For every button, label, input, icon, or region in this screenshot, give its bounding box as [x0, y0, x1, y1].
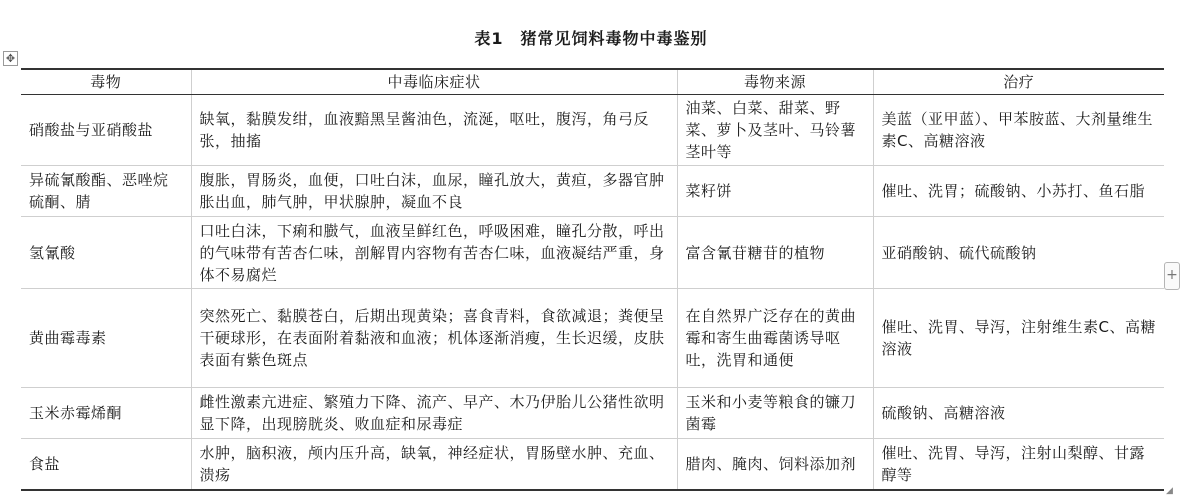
table-row: [21, 439, 1164, 491]
header-symptoms: 中毒临床症状: [191, 69, 677, 95]
cell-symptoms: 腹胀，胃肠炎，血便，口吐白沫，血尿，瞳孔放大，黄疸，多器官肿胀出血，肺气肿，甲状腺肿，凝血不良: [191, 166, 677, 217]
cell-symptoms: 口吐白沫，下痢和臌气，血液呈鲜红色，呼吸困难，瞳孔分散，呼出的气味带有苦杏仁味，剖解胃内容物有苦杏仁味，血液凝结严重，身体不易腐烂: [191, 217, 677, 289]
cell-poison: 硝酸盐与亚硝酸盐: [21, 95, 191, 166]
table-row: [21, 388, 1164, 439]
table-row: [21, 217, 1164, 289]
add-column-icon[interactable]: +: [1164, 262, 1180, 290]
table-row: [21, 166, 1164, 217]
table-title: 表1 猪常见饲料毒物中毒鉴别: [474, 29, 708, 48]
cell-treatment: 亚硝酸钠、硫代硫酸钠: [873, 217, 1164, 289]
table-resize-handle-icon[interactable]: ◢: [1166, 486, 1173, 496]
cell-treatment: 催吐、洗胃、导泻，注射维生素C、高糖溶液: [873, 289, 1164, 388]
table-row: [21, 289, 1164, 388]
cell-symptoms: 突然死亡、黏膜苍白，后期出现黄染；喜食青料，食欲减退；粪便呈干硬球形，在表面附着黏液和血液；机体逐渐消瘦，生长迟缓，皮肤表面有紫色斑点: [191, 289, 677, 388]
cell-symptoms: 雌性激素亢进症、繁殖力下降、流产、早产、木乃伊胎儿公猪性欲明显下降，出现膀胱炎、败血症和尿毒症: [191, 388, 677, 439]
cell-poison: 食盐: [21, 439, 191, 491]
cell-source: 玉米和小麦等粮食的镰刀菌霉: [677, 388, 873, 439]
table-row: [21, 95, 1164, 166]
table-header-row: [21, 69, 1164, 95]
cell-treatment: 催吐、洗胃、导泻，注射山梨醇、甘露醇等: [873, 439, 1164, 491]
cell-poison: 异硫氰酸酯、恶唑烷硫酮、腈: [21, 166, 191, 217]
cell-source: 富含氰苷糖苷的植物: [677, 217, 873, 289]
cell-treatment: 美蓝（亚甲蓝）、甲苯胺蓝、大剂量维生素C、高糖溶液: [873, 95, 1164, 166]
cell-source: 在自然界广泛存在的黄曲霉和寄生曲霉菌诱导呕吐，洗胃和通便: [677, 289, 873, 388]
table-move-handle-icon[interactable]: ✥: [3, 51, 18, 66]
header-source: 毒物来源: [677, 69, 873, 95]
cell-symptoms: 缺氧，黏膜发绀，血液黯黑呈酱油色，流涎，呕吐，腹泻，角弓反张，抽搐: [191, 95, 677, 166]
cell-symptoms: 水肿，脑积液，颅内压升高，缺氧，神经症状，胃肠壁水肿、充血、溃疡: [191, 439, 677, 491]
cell-source: 油菜、白菜、甜菜、野菜、萝卜及茎叶、马铃薯茎叶等: [677, 95, 873, 166]
cell-treatment: 硫酸钠、高糖溶液: [873, 388, 1164, 439]
cell-treatment: 催吐、洗胃；硫酸钠、小苏打、鱼石脂: [873, 166, 1164, 217]
poison-identification-table: [21, 68, 1164, 491]
header-treatment: 治疗: [873, 69, 1164, 95]
cell-poison: 黄曲霉毒素: [21, 289, 191, 388]
cell-source: 菜籽饼: [677, 166, 873, 217]
cell-poison: 玉米赤霉烯酮: [21, 388, 191, 439]
cell-source: 腊肉、腌肉、饲料添加剂: [677, 439, 873, 491]
header-poison: 毒物: [21, 69, 191, 95]
cell-poison: 氢氰酸: [21, 217, 191, 289]
